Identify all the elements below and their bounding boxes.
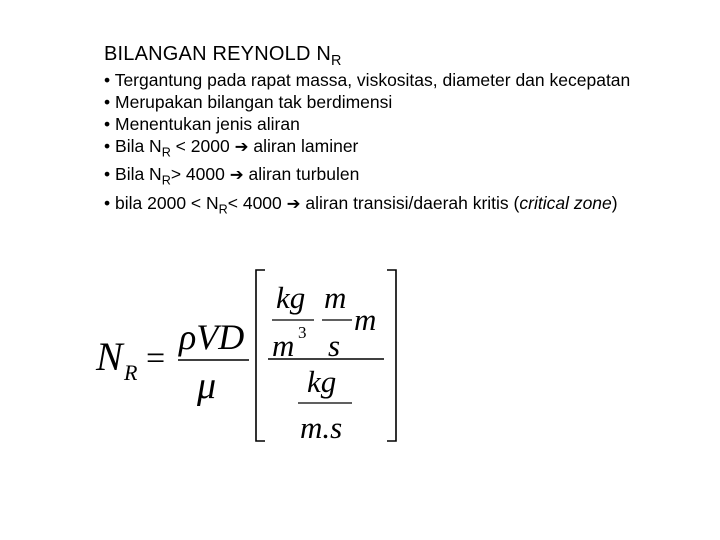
bullet-marker: • (104, 136, 111, 156)
formula-numerator: ρVD (179, 317, 245, 357)
bullet-marker: • (104, 192, 111, 213)
unit-kg: kg (276, 280, 306, 315)
bullet-marker: • (104, 92, 111, 112)
bullet-text: Tergantung pada rapat massa, viskositas, diameter dan kecepatan (114, 70, 631, 90)
bullet-text-post: aliran laminer (248, 136, 359, 156)
unit-exponent: 3 (298, 323, 307, 342)
bullet-text-pre: Bila N (115, 136, 162, 156)
bullet-text: Menentukan jenis aliran (115, 114, 300, 134)
unit-ms: m.s (300, 410, 343, 445)
title-subscript: R (331, 53, 342, 70)
arrow-right-icon: ➔ (229, 165, 244, 185)
bullet-marker: • (104, 70, 111, 90)
unit-m: m (324, 280, 347, 315)
bullet-text-close: ) (611, 192, 618, 213)
unit-s: s (328, 328, 341, 363)
bullet-subscript: R (161, 145, 171, 160)
bullet-text-mid: > 4000 (170, 164, 230, 185)
arrow-right-icon: ➔ (234, 137, 249, 156)
formula-lhs-subscript: R (124, 360, 138, 385)
formula-lhs-symbol: N (96, 334, 123, 379)
left-bracket (256, 270, 265, 441)
title-text: BILANGAN REYNOLD N (104, 43, 331, 65)
bullet-marker: • (104, 164, 111, 185)
bullet-text-mid: < 4000 (227, 192, 287, 213)
formula-denominator: μ (197, 365, 217, 407)
right-bracket (387, 270, 396, 441)
unit-m-right: m (354, 302, 377, 337)
bullet-text: Merupakan bilangan tak berdimensi (115, 92, 393, 112)
unit-m-cubed-base: m (272, 328, 295, 363)
bullet-text-italic: critical zone (519, 192, 612, 213)
bullet-text-pre: bila 2000 < N (115, 192, 219, 213)
bullet-text-post: aliran transisi/daerah kritis ( (300, 192, 520, 213)
bullet-text-post: aliran turbulen (243, 164, 360, 185)
bullet-marker: • (104, 114, 111, 134)
bullet-text-pre: Bila N (115, 164, 162, 185)
bullet-subscript: R (218, 202, 228, 217)
bullet-subscript: R (161, 173, 171, 188)
unit-kg-lower: kg (307, 364, 337, 399)
arrow-right-icon: ➔ (286, 193, 301, 213)
bullet-text-mid: < 2000 (170, 136, 235, 156)
formula-equals-sign: = (146, 340, 166, 377)
